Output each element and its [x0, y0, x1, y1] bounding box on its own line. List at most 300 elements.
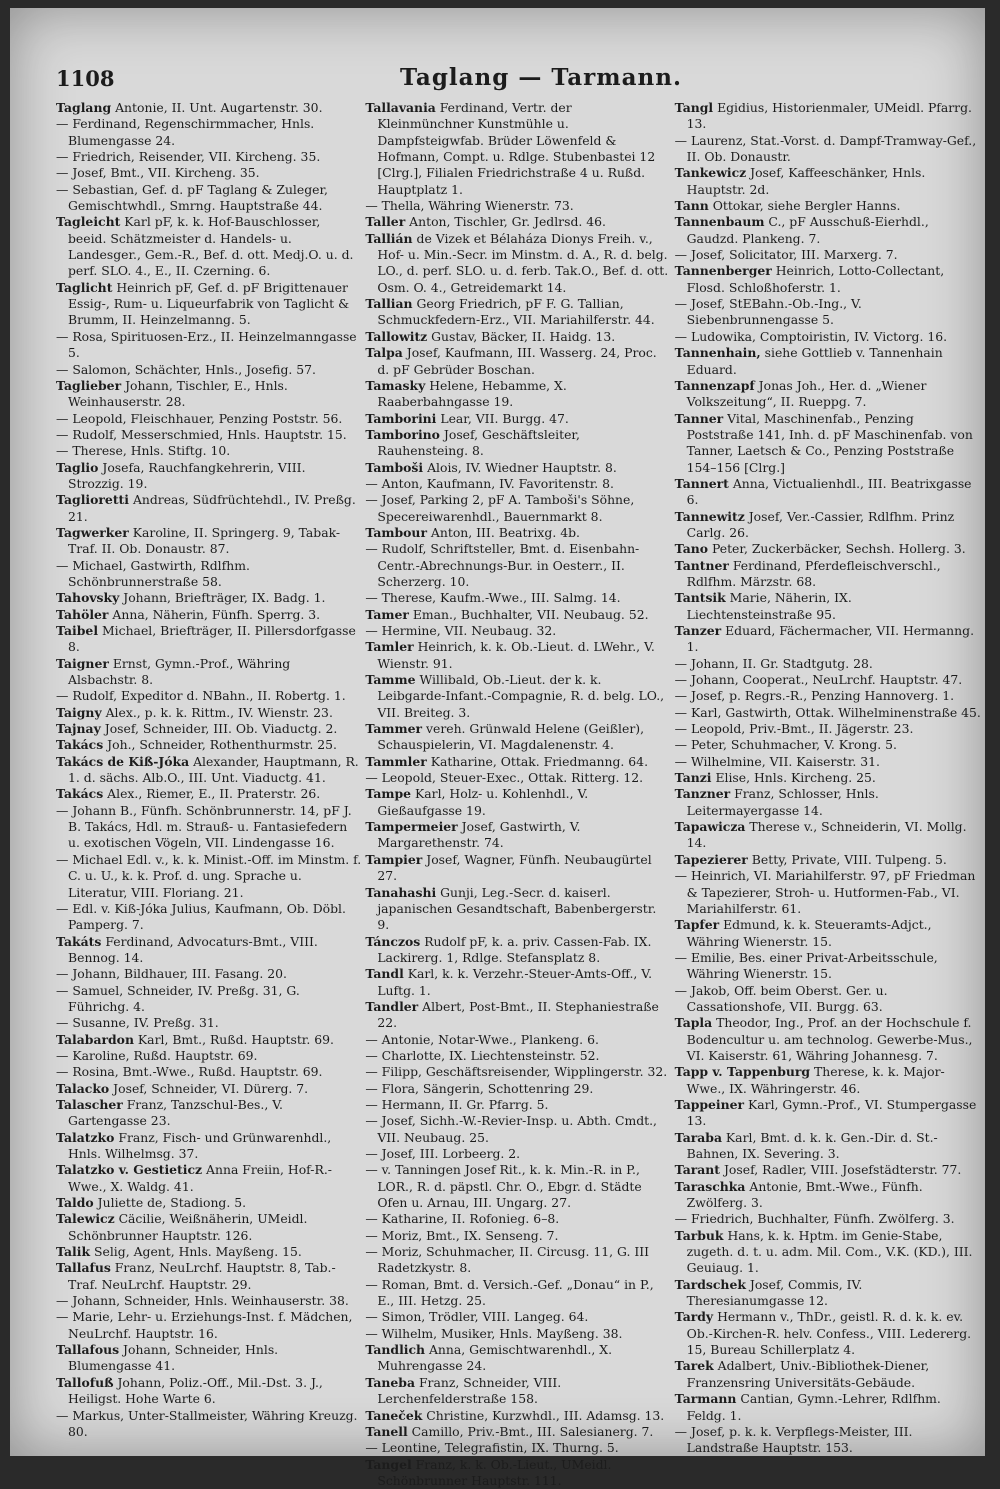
directory-entry	[56, 1195, 362, 1211]
entry-surname: Tampermeier	[365, 819, 458, 835]
directory-entry	[365, 492, 671, 525]
directory-entry	[365, 1326, 671, 1342]
directory-entry	[675, 1015, 981, 1064]
directory-entry	[56, 852, 362, 901]
entry-details: — Rudolf, Schriftsteller, Bmt. d. Eisenbahn-Centr.-Abrechnungs-Bur. in Oesterr., II. Scherzerg. 10.	[365, 541, 640, 589]
entry-details: Cäcilie, Weißnäherin, UMeidl. Schönbrunner Hauptstr. 126.	[68, 1211, 308, 1243]
entry-details: Franz, Schlosser, Hnls. Leitermayergasse 14.	[686, 786, 879, 818]
entry-surname: Tamer	[365, 606, 409, 622]
entry-surname: Tamler	[365, 639, 414, 655]
entry-details: Josef, Ver.-Cassier, Rdlfhm. Prinz Carlg. 26.	[686, 508, 955, 540]
entry-details: — Leopold, Steuer-Exec., Ottak. Ritterg. 12.	[365, 770, 644, 786]
entry-surname: Tandlich	[365, 1342, 426, 1358]
directory-entry	[365, 623, 671, 639]
entry-surname: Takács	[56, 737, 104, 753]
entry-surname: Tarek	[674, 1358, 714, 1374]
entry-surname: Taraba	[674, 1129, 722, 1145]
page-number: 1108	[56, 66, 115, 91]
entry-surname: Tannenhain,	[674, 345, 761, 361]
entry-details: Anton, Tischler, Gr. Jedlrsd. 46.	[409, 214, 606, 230]
entry-details: — Ferdinand, Regenschirmmacher, Hnls. Blumengasse 24.	[56, 116, 315, 148]
entry-details: Albert, Post-Bmt., II. Stephaniestraße 22.	[377, 998, 659, 1031]
entry-surname: Tann	[674, 198, 709, 214]
directory-entry	[675, 1228, 981, 1277]
entry-surname: Tallafous	[56, 1342, 120, 1358]
directory-entry	[365, 1064, 671, 1080]
entry-surname: Tarant	[674, 1162, 721, 1178]
entry-surname: Tamboši	[365, 459, 424, 475]
entry-surname: Talatzko	[56, 1129, 115, 1145]
entry-surname: Tannenbaum	[674, 214, 765, 230]
directory-entry	[675, 737, 981, 753]
entry-details: Karl, Bmt. d. k. k. Gen.-Dir. d. St.-Bahnen, IX. Severing. 3.	[686, 1129, 938, 1161]
entry-details: — v. Tanningen Josef Rit., k. k. Min.-R. in P., LOR., R. d. päpstl. Chr. O., Ebgr. d. Städte Ofen u. Arnau, III. Ungarg. 27.	[365, 1162, 642, 1211]
entry-surname: Tappeiner	[674, 1096, 745, 1112]
entry-details: — Emilie, Bes. einer Privat-Arbeitsschule, Währing Wienerstr. 15.	[674, 949, 938, 982]
directory-entry	[56, 1309, 362, 1342]
entry-details: Anna, Victualienhdl., III. Beatrixgasse 6.	[686, 475, 972, 508]
entry-surname: Tannenzapf	[674, 377, 755, 393]
directory-entry	[675, 688, 981, 704]
entry-details: Anna, Näherin, Fünfh. Sperrg. 3.	[112, 606, 321, 622]
entry-details: — Susanne, IV. Preßg. 31.	[56, 1015, 219, 1031]
directory-entry	[675, 1162, 981, 1178]
directory-entry	[365, 1048, 671, 1064]
directory-entry	[675, 509, 981, 542]
entry-details: — Salomon, Schächter, Hnls., Josefig. 57.	[56, 361, 316, 377]
entry-details: — Josef, p. k. k. Verpflegs-Meister, III. Landstraße Hauptstr. 153.	[674, 1423, 913, 1456]
directory-entry	[56, 688, 362, 704]
directory-entry	[365, 231, 671, 296]
entry-details: — Rudolf, Messerschmied, Hnls. Hauptstr. 15.	[56, 426, 347, 442]
entry-details: Helene, Hebamme, X. Raaberbahngasse 19.	[377, 377, 567, 410]
directory-entry	[675, 378, 981, 411]
entry-details: Eduard, Fächermacher, VII. Hermanng. 1.	[686, 623, 975, 655]
directory-entry	[675, 950, 981, 983]
directory-entry	[365, 1375, 671, 1408]
entry-details: Anton, III. Beatrixg. 4b.	[430, 524, 580, 540]
directory-entry	[365, 296, 671, 329]
entry-details: — Rudolf, Expeditor d. NBahn., II. Robertg. 1.	[56, 688, 346, 704]
entry-surname: Tampier	[365, 851, 423, 867]
directory-entry	[56, 737, 362, 753]
entry-details: Georg Friedrich, pF F. G. Tallian, Schmuckfedern-Erz., VII. Mariahilferstr. 44.	[377, 296, 655, 328]
directory-entry	[56, 1408, 362, 1441]
entry-details: Franz, NeuLrchf. Hauptstr. 8, Tab.-Traf. NeuLrchf. Hauptstr. 29.	[68, 1260, 336, 1292]
entry-surname: Tallafus	[56, 1260, 111, 1276]
entry-details: Josef, Wagner, Fünfh. Neubaugürtel 27.	[377, 851, 652, 884]
directory-entry	[56, 721, 362, 737]
directory-entry	[56, 1342, 362, 1375]
directory-entry	[56, 558, 362, 591]
directory-entry	[56, 329, 362, 362]
directory-entry	[56, 1081, 362, 1097]
entry-columns	[56, 100, 984, 1489]
directory-entry	[675, 868, 981, 917]
entry-details: — Katharine, II. Rofonieg. 6–8.	[365, 1211, 560, 1227]
entry-details: — Hermine, VII. Neubaug. 32.	[365, 623, 557, 638]
entry-details: — Rosina, Bmt.-Wwe., Rußd. Hauptstr. 69.	[56, 1064, 323, 1080]
directory-entry	[365, 411, 671, 427]
directory-entry	[56, 492, 362, 525]
entry-details: Ottokar, siehe Bergler Hanns.	[712, 198, 901, 214]
directory-entry	[365, 1228, 671, 1244]
directory-entry	[675, 100, 981, 133]
entry-surname: Tanzer	[674, 623, 722, 638]
entry-surname: Tallian	[365, 296, 413, 312]
directory-entry	[365, 786, 671, 819]
directory-entry	[56, 590, 362, 606]
directory-entry	[56, 983, 362, 1016]
entry-surname: Tardschek	[674, 1276, 746, 1292]
entry-surname: Tanzi	[674, 770, 712, 786]
directory-entry	[365, 885, 671, 934]
directory-entry	[56, 1293, 362, 1309]
directory-entry	[675, 983, 981, 1016]
directory-entry	[675, 656, 981, 672]
column-left	[56, 100, 362, 1489]
entry-details: Rudolf pF, k. a. priv. Cassen-Fab. IX. Lackirerg. 1, Rdlge. Stefansplatz 8.	[377, 933, 652, 965]
entry-surname: Talascher	[56, 1096, 123, 1112]
entry-details: Willibald, Ob.-Lieut. der k. k. Leibgarde-Infant.-Compagnie, R. d. belg. LO., VII. Breiteg. 3.	[377, 672, 665, 720]
entry-surname: Tajnay	[56, 721, 101, 737]
entry-details: Alexander, Hauptmann, R. 1. d. sächs. Alb.O., III. Unt. Viaductg. 41.	[68, 753, 359, 786]
entry-details: Ferdinand, Pferdefleischverschl., Rdlfhm. Märzstr. 68.	[686, 557, 941, 589]
directory-entry	[56, 1211, 362, 1244]
directory-entry	[675, 917, 981, 950]
directory-entry	[675, 1097, 981, 1130]
directory-entry	[365, 852, 671, 885]
directory-entry	[56, 1244, 362, 1260]
directory-entry	[56, 149, 362, 165]
entry-details: Antonie, II. Unt. Augartenstr. 30.	[115, 100, 323, 115]
entry-details: Cantian, Gymn.-Lehrer, Rdlfhm. Feldg. 1.	[686, 1391, 941, 1423]
directory-entry	[365, 672, 671, 721]
directory-entry	[56, 623, 362, 656]
entry-surname: Talik	[56, 1244, 91, 1260]
directory-entry	[365, 999, 671, 1032]
entry-details: Josefa, Rauchfangkehrerin, VIII. Strozzig. 19.	[68, 459, 306, 491]
entry-surname: Tannert	[674, 475, 729, 491]
entry-details: — Antonie, Notar-Wwe., Plankeng. 6.	[365, 1031, 599, 1047]
entry-surname: Taigny	[56, 704, 102, 720]
running-head: Taglang — Tarmann.	[400, 64, 682, 91]
directory-entry	[56, 901, 362, 934]
directory-entry	[56, 1130, 362, 1163]
directory-entry	[56, 182, 362, 215]
directory-entry	[675, 1211, 981, 1227]
entry-surname: Talpa	[365, 345, 403, 361]
directory-entry	[675, 1064, 981, 1097]
directory-entry	[365, 1424, 671, 1440]
directory-entry	[365, 754, 671, 770]
entry-details: Camillo, Priv.-Bmt., III. Salesianerg. 7.	[411, 1423, 654, 1439]
entry-details: — Hermann, II. Gr. Pfarrg. 5.	[365, 1096, 549, 1112]
directory-entry	[56, 966, 362, 982]
entry-details: Therese, k. k. Major-Wwe., IX. Währingerstr. 46.	[686, 1064, 945, 1096]
directory-entry	[365, 639, 671, 672]
entry-surname: Tandler	[365, 998, 419, 1014]
entry-details: Alex., Riemer, E., II. Praterstr. 26.	[107, 786, 321, 802]
entry-details: Josef, Kaufmann, III. Wasserg. 24, Proc. d. pF Gebrüder Boschan.	[377, 345, 657, 377]
entry-details: — Ludowika, Comptoiristin, IV. Victorg. 16.	[674, 328, 948, 344]
entry-surname: Tanner	[674, 410, 724, 426]
directory-entry	[56, 443, 362, 459]
directory-entry	[365, 1277, 671, 1310]
directory-entry	[365, 1162, 671, 1211]
entry-details: Ferdinand, Vertr. der Kleinmünchner Kunstmühle u. Dampfsteigwfab. Brüder Löwenfeld & Hofmann, Compt. u. Rdlge. Stubenbastei 12 [Clrg.], Filialen Friedrichstraße 4 u. Rußd. Hauptplatz 1.	[377, 100, 656, 197]
entry-surname: Taldo	[56, 1195, 94, 1211]
entry-details: — Therese, Hnls. Stiftg. 10.	[56, 443, 231, 459]
entry-surname: Taglicht	[56, 279, 113, 295]
directory-entry	[365, 329, 671, 345]
entry-details: — Karoline, Rußd. Hauptstr. 69.	[56, 1047, 258, 1063]
entry-details: Karoline, II. Springerg. 9, Tabak-Traf. II. Ob. Donaustr. 87.	[68, 524, 341, 557]
entry-details: Alex., p. k. k. Rittm., IV. Wienstr. 23.	[105, 704, 333, 720]
entry-details: — Friedrich, Reisender, VII. Kircheng. 35.	[56, 149, 321, 165]
entry-details: Eman., Buchhalter, VII. Neubaug. 52.	[412, 606, 649, 622]
entry-surname: Tamme	[365, 672, 416, 688]
entry-details: — Laurenz, Stat.-Vorst. d. Dampf-Tramway-Gef., II. Ob. Donaustr.	[674, 132, 977, 165]
directory-entry	[365, 1244, 671, 1277]
entry-details: — Moriz, Schuhmacher, II. Circusg. 11, G. III Radetzkystr. 8.	[365, 1244, 650, 1276]
entry-surname: Taneba	[365, 1374, 415, 1390]
entry-details: Heinrich, k. k. Ob.-Lieut. d. LWehr., V. Wienstr. 91.	[377, 639, 655, 671]
entry-surname: Tammer	[365, 721, 423, 737]
entry-details: Ferdinand, Advocaturs-Bmt., VIII. Bennog. 14.	[68, 933, 318, 965]
directory-entry	[365, 721, 671, 754]
directory-entry	[56, 803, 362, 852]
directory-entry	[56, 786, 362, 802]
directory-entry	[56, 1260, 362, 1293]
entry-details: Franz, Tanzschul-Bes., V. Gartengasse 23.	[68, 1096, 283, 1129]
directory-entry	[675, 1358, 981, 1391]
directory-entry	[365, 966, 671, 999]
entry-surname: Tahöler	[56, 606, 109, 622]
entry-details: Johann, Schneider, Hnls. Blumengasse 41.	[68, 1342, 279, 1374]
directory-entry	[56, 460, 362, 493]
directory-entry	[365, 1309, 671, 1325]
entry-details: — Therese, Kaufm.-Wwe., III. Salmg. 14.	[365, 590, 621, 606]
entry-details: — Johann, Schneider, Hnls. Weinhauserstr. 38.	[56, 1293, 349, 1309]
entry-details: — Wilhelm, Musiker, Hnls. Mayßeng. 38.	[365, 1325, 623, 1341]
directory-entry	[675, 786, 981, 819]
entry-details: — Josef, Bmt., VII. Kircheng. 35.	[56, 165, 260, 181]
entry-surname: Tampe	[365, 786, 412, 802]
entry-details: Edmund, k. k. Steueramts-Adjct., Währing Wienerstr. 15.	[686, 917, 932, 949]
entry-surname: Tahovsky	[56, 590, 120, 606]
entry-surname: Tardy	[674, 1309, 714, 1325]
entry-details: — Marie, Lehr- u. Erziehungs-Inst. f. Mädchen, NeuLrchf. Hauptstr. 16.	[56, 1309, 353, 1341]
directory-entry	[56, 362, 362, 378]
entry-surname: Talacko	[56, 1080, 110, 1096]
entry-details: Gunji, Leg.-Secr. d. kaiserl. japanischen Gesandtschaft, Babenbergerstr. 9.	[377, 884, 657, 933]
entry-details: — Johann, Cooperat., NeuLrchf. Hauptstr. 47.	[674, 672, 963, 688]
directory-entry	[675, 476, 981, 509]
directory-entry	[365, 198, 671, 214]
directory-entry	[56, 427, 362, 443]
entry-details: — Josef, p. Regrs.-R., Penzing Hannoverg. 1.	[674, 688, 955, 704]
entry-details: Antonie, Bmt.-Wwe., Fünfh. Zwölferg. 3.	[686, 1178, 923, 1211]
directory-entry	[675, 296, 981, 329]
directory-entry	[56, 705, 362, 721]
entry-details: Gustav, Bäcker, II. Haidg. 13.	[431, 328, 616, 344]
entry-details: Franz, Fisch- und Grünwarenhdl., Hnls. Wilhelmsg. 37.	[68, 1129, 332, 1161]
entry-surname: Tankewicz	[674, 165, 747, 181]
entry-details: Anna Freiin, Hof-R.-Wwe., X. Waldg. 41.	[68, 1162, 332, 1194]
entry-details: Adalbert, Univ.-Bibliothek-Diener, Franzensring Universitäts-Gebäude.	[686, 1358, 930, 1390]
directory-entry	[675, 263, 981, 296]
directory-entry	[56, 1048, 362, 1064]
entry-surname: Tapezierer	[674, 851, 748, 867]
directory-entry	[56, 100, 362, 116]
entry-details: — Sebastian, Gef. d. pF Taglang & Zuleger, Gemischtwhdl., Smrng. Hauptstraße 44.	[56, 181, 328, 214]
entry-surname: Tarmann	[674, 1391, 737, 1407]
directory-entry	[675, 590, 981, 623]
directory-entry	[56, 1162, 362, 1195]
entry-details: Karl, Holz- u. Kohlenhdl., V. Gießaufgasse 19.	[377, 786, 589, 818]
entry-details: vereh. Grünwald Helene (Geißler), Schauspielerin, VI. Magdalenenstr. 4.	[377, 721, 645, 753]
entry-details: Anna, Gemischtwarenhdl., X. Muhrengasse 24.	[377, 1342, 613, 1374]
entry-surname: Tanzner	[674, 786, 731, 802]
entry-details: Hermann v., ThDr., geistl. R. d. k. k. ev. Ob.-Kirchen-R. helv. Confess., VIII. Ledererg. 15, Bureau Schillerplatz 4.	[686, 1309, 972, 1358]
entry-details: Heinrich, Lotto-Collectant, Flosd. Schloßhoferstr. 1.	[686, 263, 945, 295]
entry-surname: Tannenberger	[674, 263, 772, 279]
entry-details: — Josef, Solicitator, III. Marxerg. 7.	[674, 247, 898, 263]
directory-entry	[675, 754, 981, 770]
entry-details: Josef, Radler, VIII. Josefstädterstr. 77.	[723, 1162, 962, 1178]
entry-details: — Karl, Gastwirth, Ottak. Wilhelminenstraße 45.	[674, 704, 981, 720]
entry-surname: Tammler	[365, 753, 427, 769]
entry-details: Christine, Kurzwhdl., III. Adamsg. 13.	[426, 1407, 665, 1423]
entry-details: — Josef, Sichh.-W.-Revier-Insp. u. Abth. Cmdt., VII. Neubaug. 25.	[365, 1113, 657, 1145]
directory-entry	[675, 214, 981, 247]
entry-surname: Talewicz	[56, 1211, 115, 1227]
entry-surname: Tano	[674, 541, 708, 557]
entry-details: Karl pF, k. k. Hof-Bauschlosser, beeid. Schätzmeister d. Handels- u. Landesger., Gem.-R., Bef. d. ott. Medj.O. u. d. perf. SLO. 4., E., II. Czerning. 6.	[68, 214, 354, 279]
directory-entry	[365, 1032, 671, 1048]
directory-entry	[675, 819, 981, 852]
directory-entry	[675, 133, 981, 166]
directory-entry	[675, 770, 981, 786]
directory-entry	[365, 819, 671, 852]
directory-entry	[56, 214, 362, 279]
entry-details: — Flora, Sängerin, Schottenring 29.	[365, 1080, 594, 1096]
entry-surname: Takáts	[56, 933, 102, 949]
entry-surname: Tánczos	[365, 933, 421, 949]
directory-entry	[56, 1064, 362, 1080]
entry-details: siehe Gottlieb v. Tannenhain Eduard.	[686, 345, 943, 377]
directory-entry	[365, 1440, 671, 1456]
entry-details: Karl, k. k. Verzehr.-Steuer-Amts-Off., V. Luftg. 1.	[377, 966, 653, 998]
directory-entry	[365, 476, 671, 492]
entry-details: Michael, Briefträger, II. Pillersdorfgasse 8.	[68, 623, 356, 655]
entry-details: — Jakob, Off. beim Oberst. Ger. u. Cassationshofe, VII. Burgg. 63.	[674, 982, 888, 1014]
entry-surname: Tanahashi	[365, 884, 437, 900]
entry-details: Karl, Bmt., Rußd. Hauptstr. 69.	[137, 1031, 334, 1047]
entry-surname: Tambour	[365, 524, 427, 540]
entry-surname: Taglieber	[56, 377, 122, 393]
directory-entry	[56, 934, 362, 967]
directory-page	[10, 8, 985, 1488]
entry-surname: Tagleicht	[56, 214, 121, 230]
entry-surname: Tallofuß	[56, 1374, 114, 1390]
entry-details: Peter, Zuckerbäcker, Sechsh. Hollerg. 3.	[711, 541, 966, 557]
directory-entry	[675, 1130, 981, 1163]
entry-details: Franz, Schneider, VIII. Lerchenfelderstraße 158.	[377, 1374, 562, 1407]
entry-surname: Tamborino	[365, 426, 440, 442]
entry-surname: Tamasky	[365, 377, 426, 393]
entry-surname: Tallavania	[365, 100, 436, 115]
entry-details: Elise, Hnls. Kircheng. 25.	[715, 770, 876, 786]
directory-entry	[365, 100, 671, 198]
entry-details: — Anton, Kaufmann, IV. Favoritenstr. 8.	[365, 475, 614, 491]
entry-details: Josef, Schneider, VI. Dürerg. 7.	[113, 1080, 309, 1096]
entry-details: Juliette de, Stadiong. 5.	[97, 1195, 247, 1211]
directory-entry	[56, 1097, 362, 1130]
entry-details: — Moriz, Bmt., IX. Senseng. 7.	[365, 1227, 559, 1243]
directory-entry	[675, 705, 981, 721]
directory-entry	[365, 427, 671, 460]
directory-entry	[675, 1179, 981, 1212]
directory-entry	[365, 460, 671, 476]
entry-details: Franz, k. k. Ob.-Lieut., UMeidl. Schönbrunner Hauptstr. 111.	[377, 1456, 612, 1488]
entry-details: Johann, Poliz.-Off., Mil.-Dst. 3. J., Heiligst. Hohe Warte 6.	[68, 1374, 323, 1407]
directory-entry	[56, 525, 362, 558]
entry-surname: Taglioretti	[56, 492, 129, 508]
entry-surname: Takács de Kiß-Jóka	[56, 753, 190, 769]
entry-details: Karl, Gymn.-Prof., VI. Stumpergasse 13.	[686, 1096, 977, 1129]
entry-surname: Taller	[365, 214, 406, 230]
directory-entry	[365, 607, 671, 623]
entry-details: Johann, Briefträger, IX. Badg. 1.	[123, 590, 326, 606]
entry-details: Josef, Schneider, III. Ob. Viaductg. 2.	[104, 721, 338, 737]
entry-surname: Taigner	[56, 655, 109, 671]
entry-surname: Tapp v. Tappenburg	[674, 1064, 811, 1080]
entry-details: — Josef, Parking 2, pF A. Tamboši's Söhne, Specereiwarenhdl., Bauernmarkt 8.	[365, 492, 635, 524]
entry-details: Vital, Maschinenfab., Penzing Poststraße 141, Inh. d. pF Maschinenfab. von Tanner, Laetsch & Co., Penzing Poststraße 154–156 [Clrg.]	[686, 410, 973, 475]
directory-entry	[365, 1113, 671, 1146]
entry-surname: Tallián	[365, 230, 413, 246]
entry-details: — Peter, Schuhmacher, V. Krong. 5.	[674, 737, 897, 753]
directory-entry	[56, 165, 362, 181]
directory-entry	[675, 165, 981, 198]
directory-entry	[365, 590, 671, 606]
entry-details: Lear, VII. Burgg. 47.	[440, 410, 569, 426]
entry-details: Selig, Agent, Hnls. Mayßeng. 15.	[94, 1244, 302, 1260]
entry-surname: Taraschka	[674, 1178, 746, 1194]
entry-details: — Samuel, Schneider, IV. Preßg. 31, G. Führichg. 4.	[56, 982, 300, 1014]
directory-entry	[675, 198, 981, 214]
entry-surname: Takács	[56, 786, 104, 802]
entry-details: Therese v., Schneiderin, VI. Mollg. 14.	[686, 819, 967, 851]
directory-entry	[365, 1457, 671, 1489]
directory-entry	[56, 1032, 362, 1048]
entry-details: C., pF Ausschuß-Eierhdl., Gaudzd. Plankeng. 7.	[686, 214, 929, 246]
entry-details: Joh., Schneider, Rothenthurmstr. 25.	[107, 737, 337, 753]
entry-surname: Tangl	[674, 100, 714, 115]
directory-entry	[365, 1211, 671, 1227]
entry-surname: Tangel	[365, 1456, 412, 1472]
entry-details: Josef, Gastwirth, V. Margarethenstr. 74.	[377, 819, 581, 851]
directory-entry	[56, 378, 362, 411]
directory-entry	[675, 1277, 981, 1310]
directory-entry	[675, 247, 981, 263]
entry-surname: Tagwerker	[56, 524, 129, 540]
directory-entry	[675, 721, 981, 737]
entry-details: — Johann, Bildhauer, III. Fasang. 20.	[56, 966, 287, 982]
entry-details: — Rosa, Spirituosen-Erz., II. Heinzelmanngasse 5.	[56, 328, 357, 361]
